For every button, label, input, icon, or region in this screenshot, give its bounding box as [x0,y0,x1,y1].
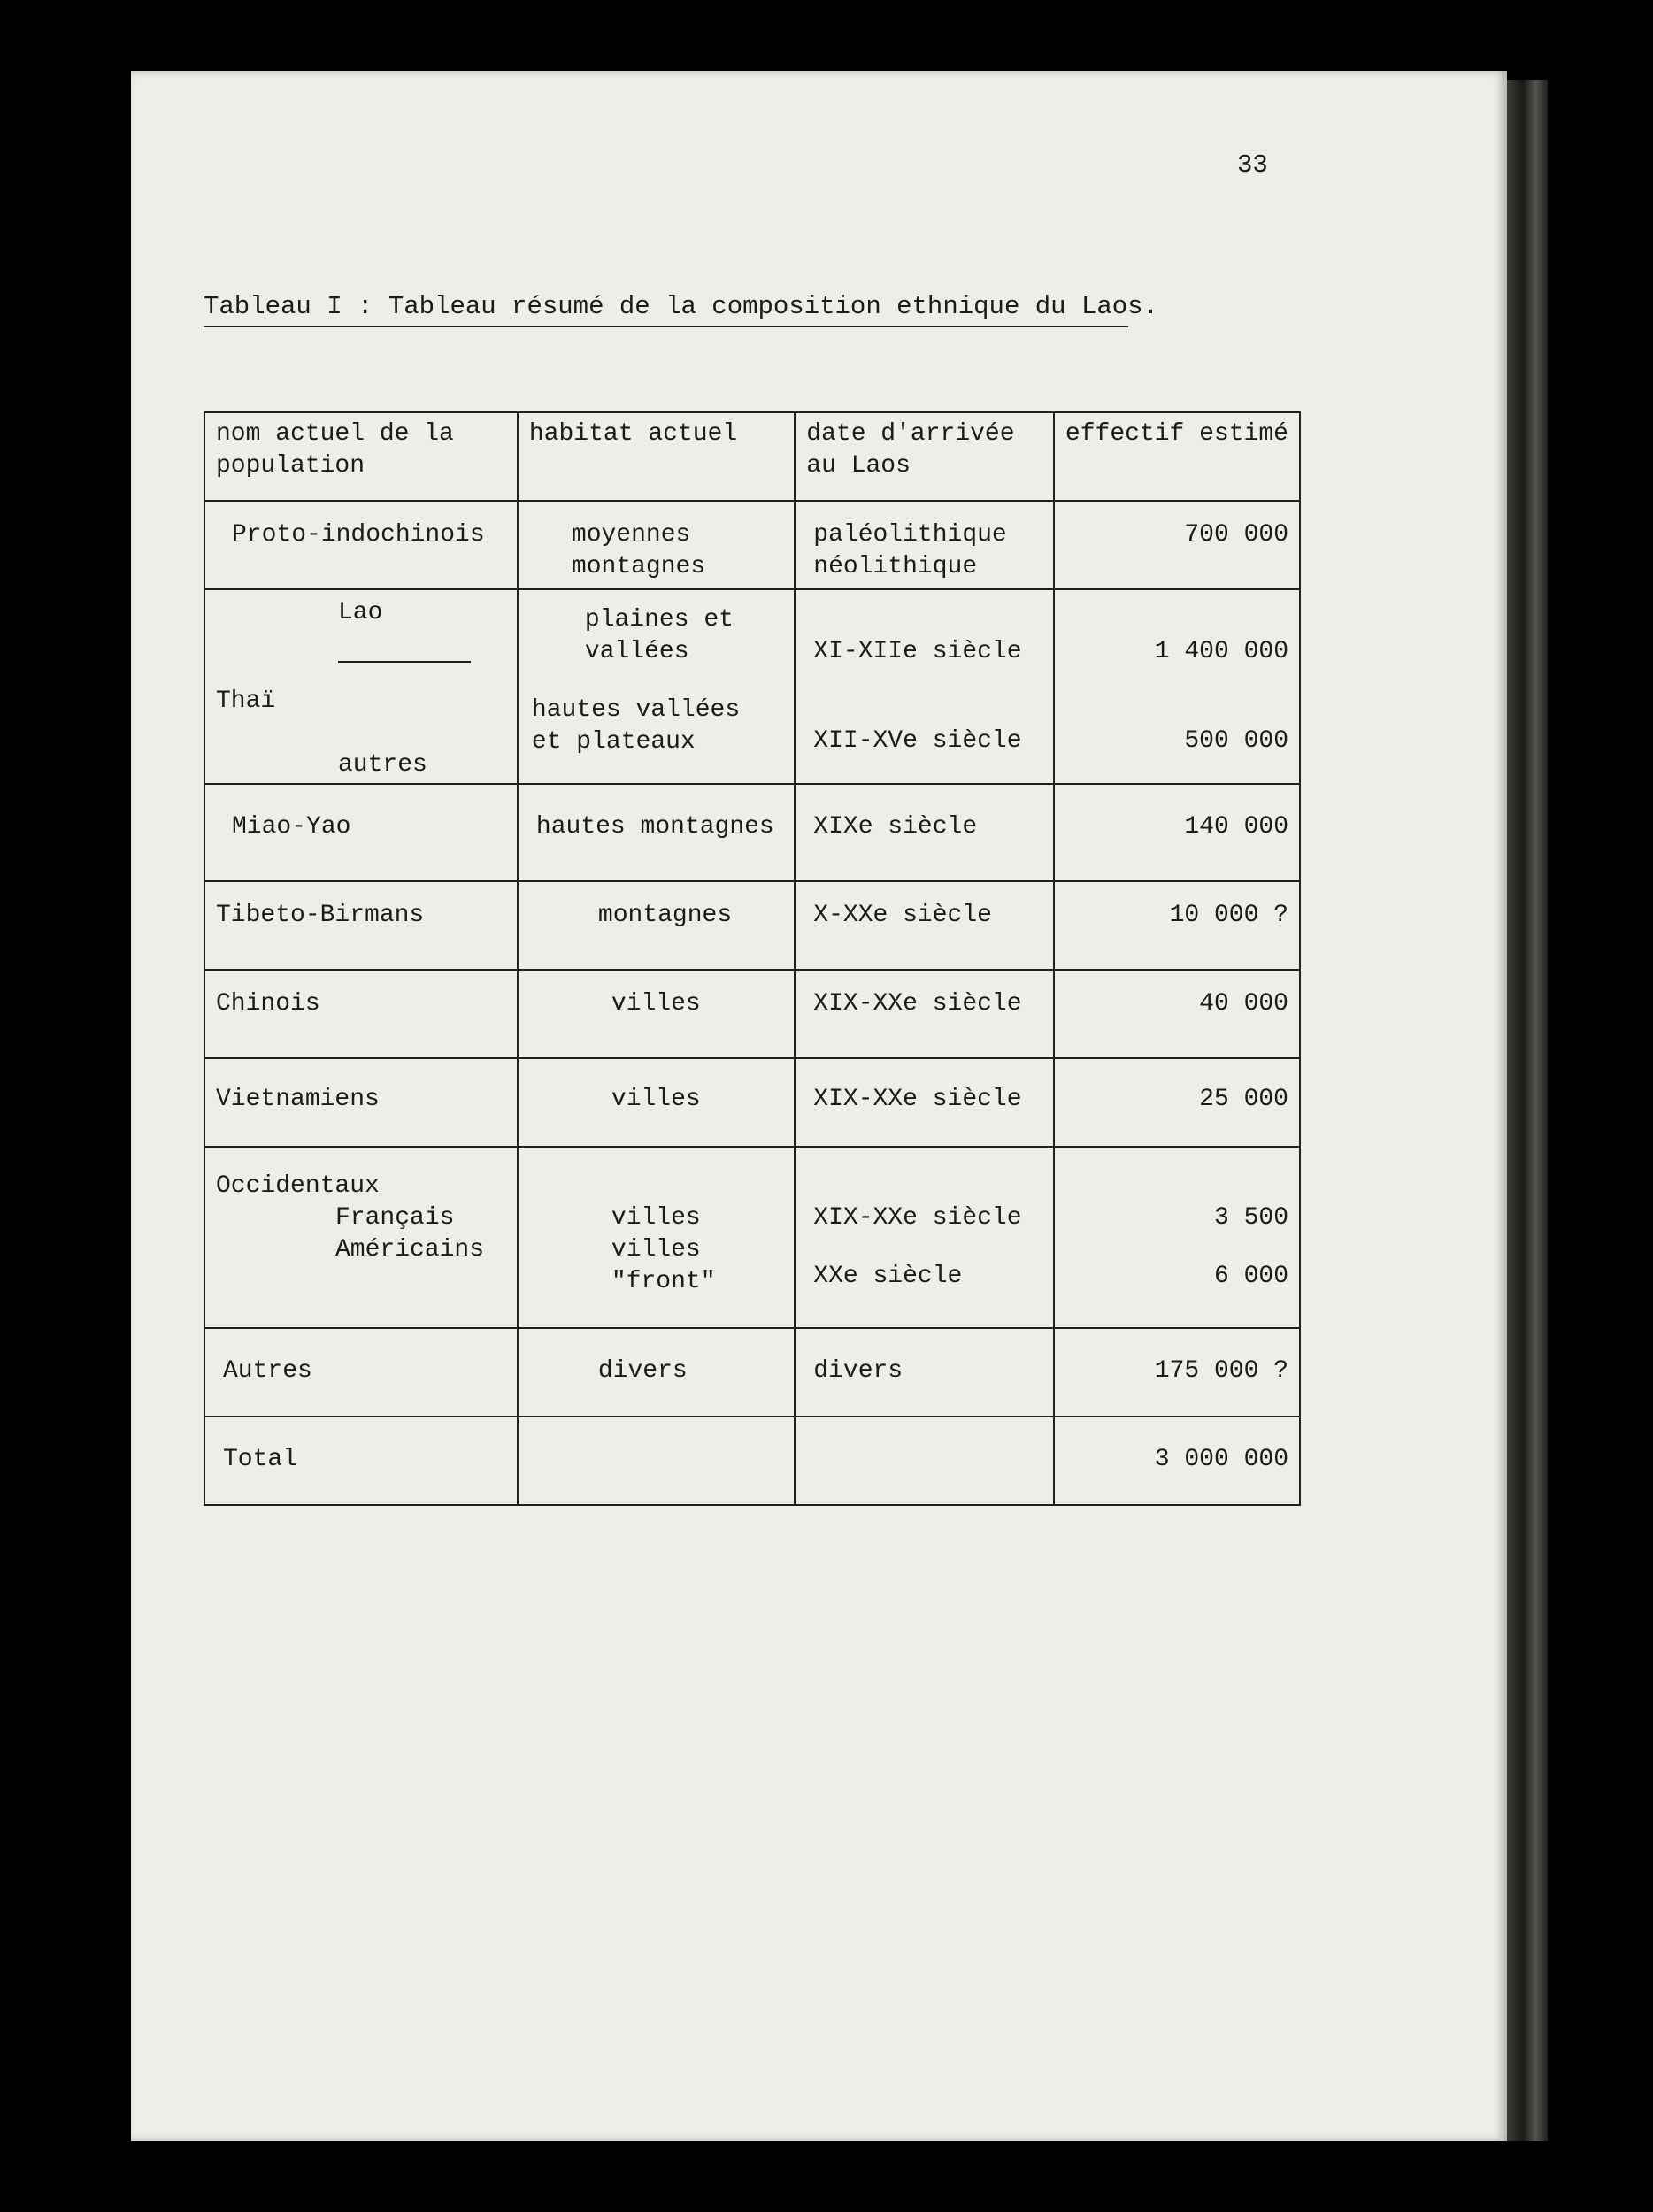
table-row-occidentaux [204,1147,1300,1328]
occidentaux-label: Occidentaux [216,1172,380,1200]
cell-date: XIX-XXe siècle [795,970,1054,1058]
book-spine [1507,80,1548,2141]
document-page [131,71,1507,2141]
cell-date [795,589,1054,784]
francais-effectif: 3 500 [1213,1204,1288,1232]
cell-name: Tibeto-Birmans [204,881,518,970]
page-number: 33 [1237,150,1268,180]
francais-label: Français [335,1204,455,1232]
autres-date: XII-XVe siècle [813,727,1022,755]
cell-effectif: 700 000 [1054,501,1300,589]
table-row [204,881,1300,970]
cell-name: Chinois [204,970,518,1058]
cell-habitat: hautes montagnes [518,784,795,881]
cell-habitat [518,589,795,784]
header-date: date d'arrivée au Laos [795,412,1054,501]
cell-occidentaux-group [204,1147,518,1328]
cell-thai-group [204,589,518,784]
ethnic-composition-table [204,411,1301,1506]
thai-autres-label: autres [338,751,427,779]
cell-date [795,1147,1054,1328]
cell-effectif [1054,1147,1300,1328]
cell-effectif: 3 000 000 [1054,1417,1300,1505]
cell-date: paléolithique néolithique [795,501,1054,589]
table-caption: Tableau I : Tableau résumé de la composition ethnique du Laos. [204,292,1158,321]
table-row [204,970,1300,1058]
cell-habitat [518,1417,795,1505]
cell-effectif: 140 000 [1054,784,1300,881]
francais-date: XIX-XXe siècle [813,1204,1022,1232]
lao-separator [338,661,471,663]
table-row [204,501,1300,589]
lao-date: XI-XIIe siècle [813,638,1022,665]
americains-effectif: 6 000 [1213,1263,1288,1290]
cell-name: Total [204,1417,518,1505]
header-population: nom actuel de la population [204,412,518,501]
cell-date: XIX-XXe siècle [795,1058,1054,1147]
cell-date: X-XXe siècle [795,881,1054,970]
francais-habitat: villes [611,1204,701,1232]
americains-habitat: villes "front" [611,1236,716,1295]
cell-effectif: 10 000 ? [1054,881,1300,970]
autres-habitat: hautes vallées et plateaux [531,696,741,756]
cell-name: Proto-indochinois [204,501,518,589]
caption-underline [204,326,1128,327]
lao-label: Lao [338,599,383,626]
americains-date: XXe siècle [813,1263,963,1290]
header-effectif: effectif estimé [1054,412,1300,501]
cell-habitat: montagnes [518,881,795,970]
cell-habitat: divers [518,1328,795,1417]
americains-label: Américains [335,1236,485,1263]
cell-habitat [518,1147,795,1328]
autres-effectif: 500 000 [1184,727,1288,755]
cell-habitat: villes [518,1058,795,1147]
header-habitat: habitat actuel [518,412,795,501]
cell-date: divers [795,1328,1054,1417]
cell-effectif: 25 000 [1054,1058,1300,1147]
thai-label: Thaï [216,687,276,715]
cell-name: Autres [204,1328,518,1417]
cell-habitat: villes [518,970,795,1058]
table-row-total [204,1417,1300,1505]
table-row [204,1328,1300,1417]
cell-name: Miao-Yao [204,784,518,881]
cell-habitat: moyennes montagnes [518,501,795,589]
table-row [204,1058,1300,1147]
cell-name: Vietnamiens [204,1058,518,1147]
cell-date: XIXe siècle [795,784,1054,881]
table-row [204,784,1300,881]
table-row-thai [204,589,1300,784]
cell-effectif [1054,589,1300,784]
cell-effectif: 175 000 ? [1054,1328,1300,1417]
cell-date [795,1417,1054,1505]
cell-effectif: 40 000 [1054,970,1300,1058]
lao-effectif: 1 400 000 [1154,638,1288,665]
lao-habitat: plaines et vallées [584,606,734,665]
table-header-row [204,412,1300,501]
